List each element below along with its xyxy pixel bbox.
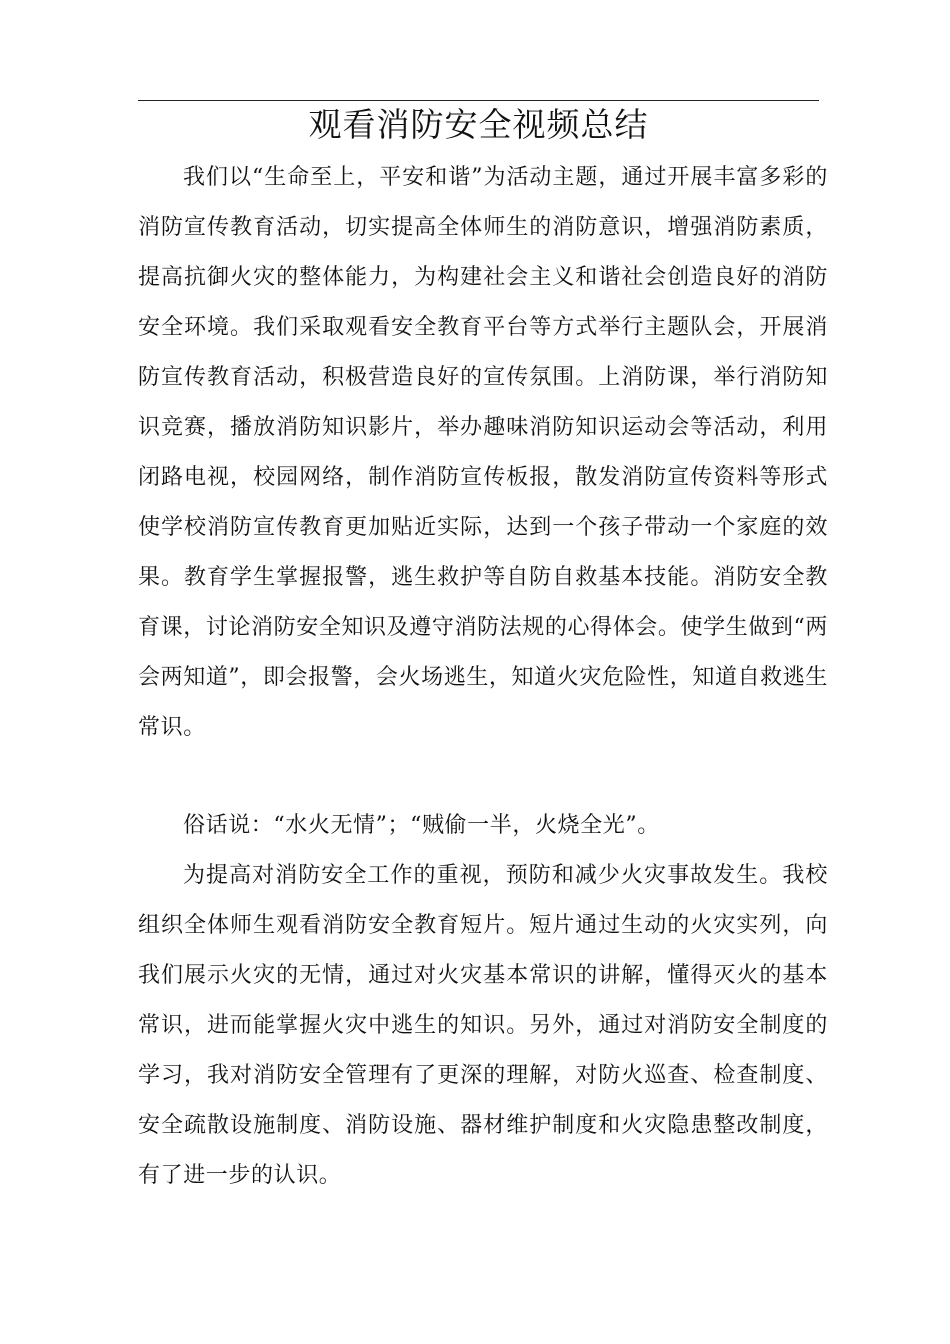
document-title: 观看消防安全视频总结: [308, 105, 649, 144]
paragraph-proverb: 俗话说：“水火无情”；“贼偷一半，火烧全光”。: [183, 813, 660, 838]
paragraph-block: [138, 801, 828, 851]
header-rule: [138, 100, 819, 101]
paragraph-activities: 我们以“生命至上，平安和谐”为活动主题，通过开展丰富多彩的消防宣传教育活动，切实提高全体师生的消防意识，增强消防素质，提高抗御火灾的整体能力，为构建社会主义和谐社会创造良好的消防安全环境。我们采取观看安全教育平台等方式举行主题队会，开展消防宣传教育活动，积极营造良好的宣传氛围。上消防课，举行消防知识竞赛，播放消防知识影片，举办趣味消防知识运动会等活动，利用闭路电视，校园网络，制作消防宣传板报，散发消防宣传资料等形式使学校消防宣传教育更加贴近实际，达到一个孩子带动一个家庭的效果。教育学生掌握报警，逃生救护等自防自救基本技能。消防安全教育课，讨论消防安全知识及遵守消防法规的心得体会。使学生做到“两会两知道”，即会报警，会火场逃生，知道火灾危险性，知道自救逃生常识。: [138, 165, 828, 740]
paragraph-block: [138, 153, 828, 753]
paragraph-video-summary: 为提高对消防安全工作的重视，预防和减少火灾事故发生。我校组织全体师生观看消防安全教育短片。短片通过生动的火灾实列，向我们展示火灾的无情，通过对火灾基本常识的讲解，懂得灭火的基本常识，进而能掌握火灾中逃生的知识。另外，通过对消防安全制度的学习，我对消防安全管理有了更深的理解，对防火巡查、检查制度、安全疏散设施制度、消防设施、器材维护制度和火灾隐患整改制度，有了进一步的认识。: [138, 863, 828, 1188]
paragraph-block: [138, 851, 828, 1201]
